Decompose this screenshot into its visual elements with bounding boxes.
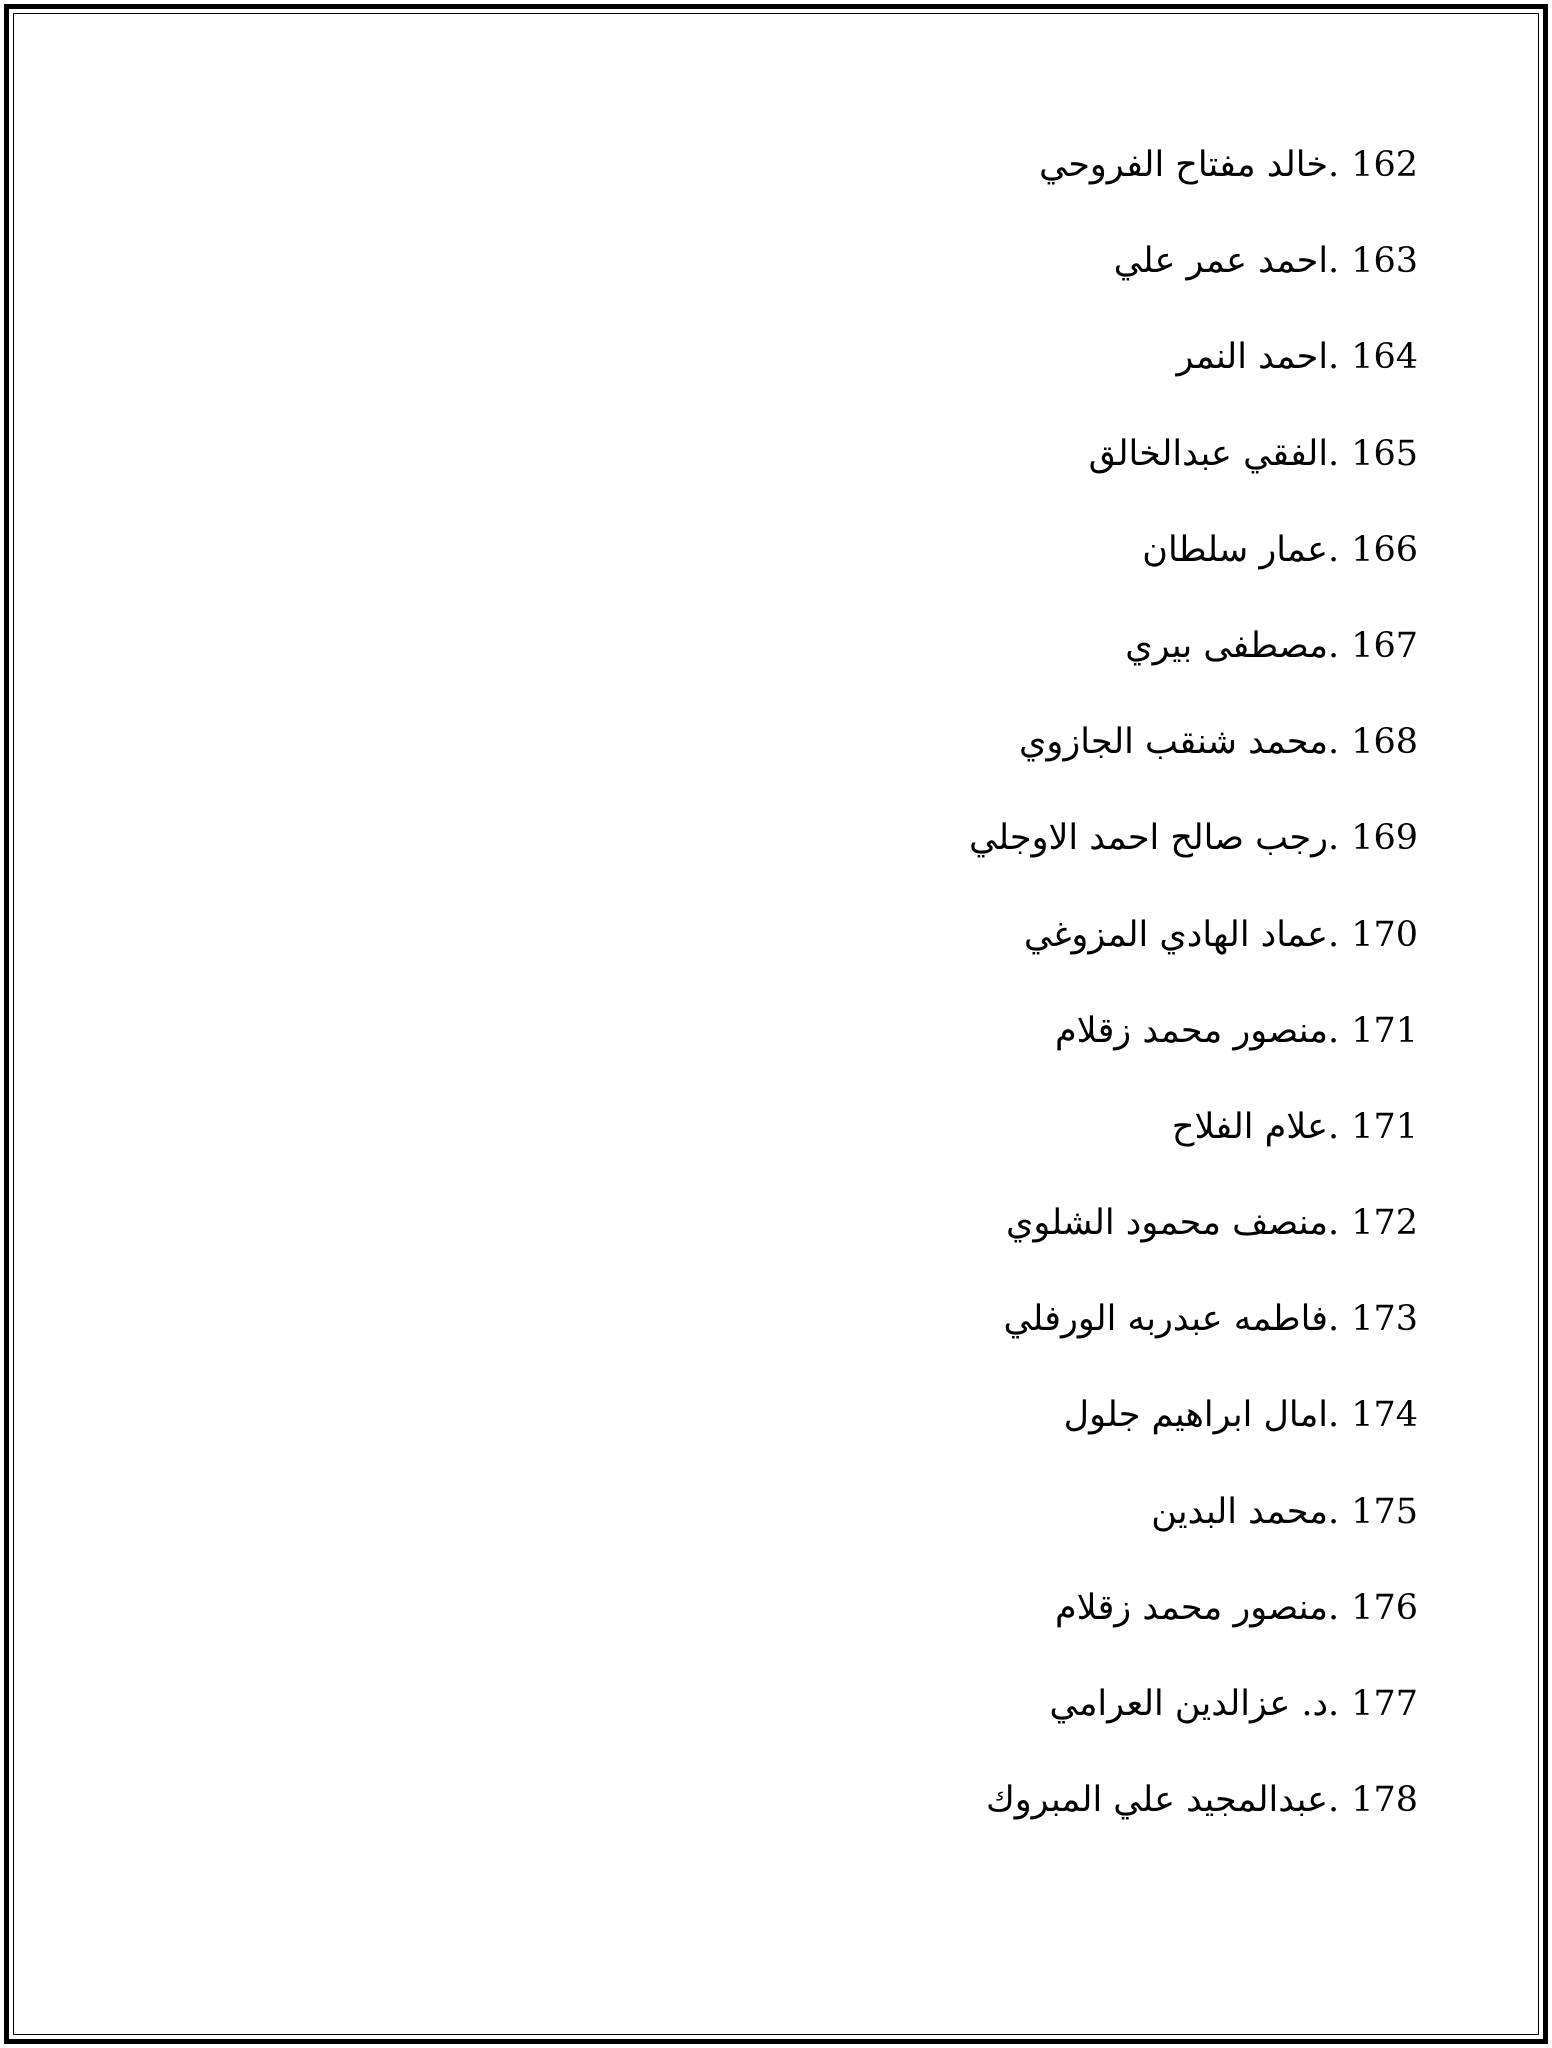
list-item [0,426,1418,522]
entry-number: 177 [1351,1684,1418,1724]
entry-name: احمد النمر [1176,337,1329,378]
entry-name: عبدالمجيد علي المبروك [985,1780,1329,1821]
entry-number: 171 [1351,1106,1418,1147]
entry-number: 173 [1351,1299,1418,1340]
entry-separator: . [1328,1010,1340,1051]
list-item [0,522,1418,618]
entry-number: 167 [1351,625,1418,666]
list-item [0,1772,1418,1868]
entry-separator: . [1328,1299,1340,1340]
entry-name: منصور محمد زقلام [1055,1587,1329,1628]
entry-separator: . [1328,1587,1340,1628]
list-entry [1142,522,1418,578]
list-entry [1039,137,1418,193]
entry-separator: . [1328,241,1340,282]
entry-name: رجب صالح احمد الاوجلي [969,818,1329,859]
entry-separator: . [1328,1395,1340,1436]
entry-name: عماد الهادي المزوغي [1023,914,1329,955]
entry-separator: . [1328,914,1340,955]
list-entry [1114,233,1418,289]
entry-separator: . [1328,1780,1340,1821]
list-entry [1125,618,1418,674]
list-item [0,1484,1418,1580]
names-list [0,137,1418,1868]
list-item [0,1291,1418,1387]
list-item [0,714,1418,810]
entry-number: 169 [1351,818,1418,859]
list-item [0,810,1418,906]
entry-number: 170 [1351,914,1418,955]
entry-name: فاطمه عبدربه الورفلي [1003,1299,1329,1340]
list-entry [1003,1291,1418,1347]
list-entry [1055,1580,1418,1636]
entry-name: علام الفلاح [1171,1106,1329,1147]
entry-number: 171 [1351,1010,1418,1051]
entry-separator: . [1328,529,1340,570]
list-entry [1064,1387,1418,1443]
entry-separator: . [1328,145,1340,185]
list-item [0,1580,1418,1676]
entry-number: 165 [1351,433,1418,474]
list-entry [969,810,1418,866]
list-entry [1089,426,1418,482]
list-item [0,1003,1418,1099]
entry-name: منصور محمد زقلام [1055,1010,1329,1051]
entry-number: 176 [1351,1587,1418,1628]
list-item [0,1676,1418,1772]
list-entry [1024,907,1418,963]
list-entry [1176,329,1418,385]
list-item [0,1387,1418,1483]
entry-separator: . [1328,818,1340,859]
entry-name: الفقي عبدالخالق [1088,433,1329,474]
list-entry [1019,714,1418,770]
list-item [0,618,1418,714]
entry-separator: . [1328,1106,1340,1147]
entry-number: 172 [1351,1203,1418,1244]
entry-name: مصطفى بيري [1125,625,1329,666]
list-item [0,1195,1418,1291]
entry-name: عمار سلطان [1142,529,1329,570]
entry-name: امال ابراهيم جلول [1063,1395,1329,1436]
entry-number: 164 [1351,337,1418,378]
entry-number: 168 [1351,722,1418,763]
list-entry [1172,1099,1418,1155]
list-item [0,233,1418,329]
entry-separator: . [1328,433,1340,474]
entry-name: محمد شنقب الجازوي [1019,722,1329,763]
list-entry [986,1772,1418,1828]
entry-number: 178 [1351,1780,1418,1821]
entry-name: د. عزالدين العرامي [1049,1684,1329,1724]
entry-separator: . [1328,1684,1340,1724]
entry-name: خالد مفتاح الفروحي [1039,145,1329,185]
entry-number: 166 [1351,529,1418,570]
list-entry [1050,1676,1418,1732]
entry-name: احمد عمر علي [1113,241,1329,282]
list-entry [1055,1003,1418,1059]
entry-separator: . [1328,625,1340,666]
entry-number: 175 [1351,1491,1418,1532]
list-item [0,1099,1418,1195]
entry-number: 174 [1351,1395,1418,1436]
entry-number: 162 [1351,145,1418,185]
entry-separator: . [1328,722,1340,763]
list-item [0,137,1418,233]
list-item [0,907,1418,1003]
entry-separator: . [1328,337,1340,378]
entry-name: محمد البدين [1151,1491,1329,1532]
entry-separator: . [1328,1203,1340,1244]
entry-name: منصف محمود الشلوي [1005,1203,1329,1244]
list-entry [1006,1195,1418,1251]
entry-number: 163 [1351,241,1418,282]
entry-separator: . [1328,1491,1340,1532]
list-entry [1151,1484,1418,1540]
list-item [0,329,1418,425]
